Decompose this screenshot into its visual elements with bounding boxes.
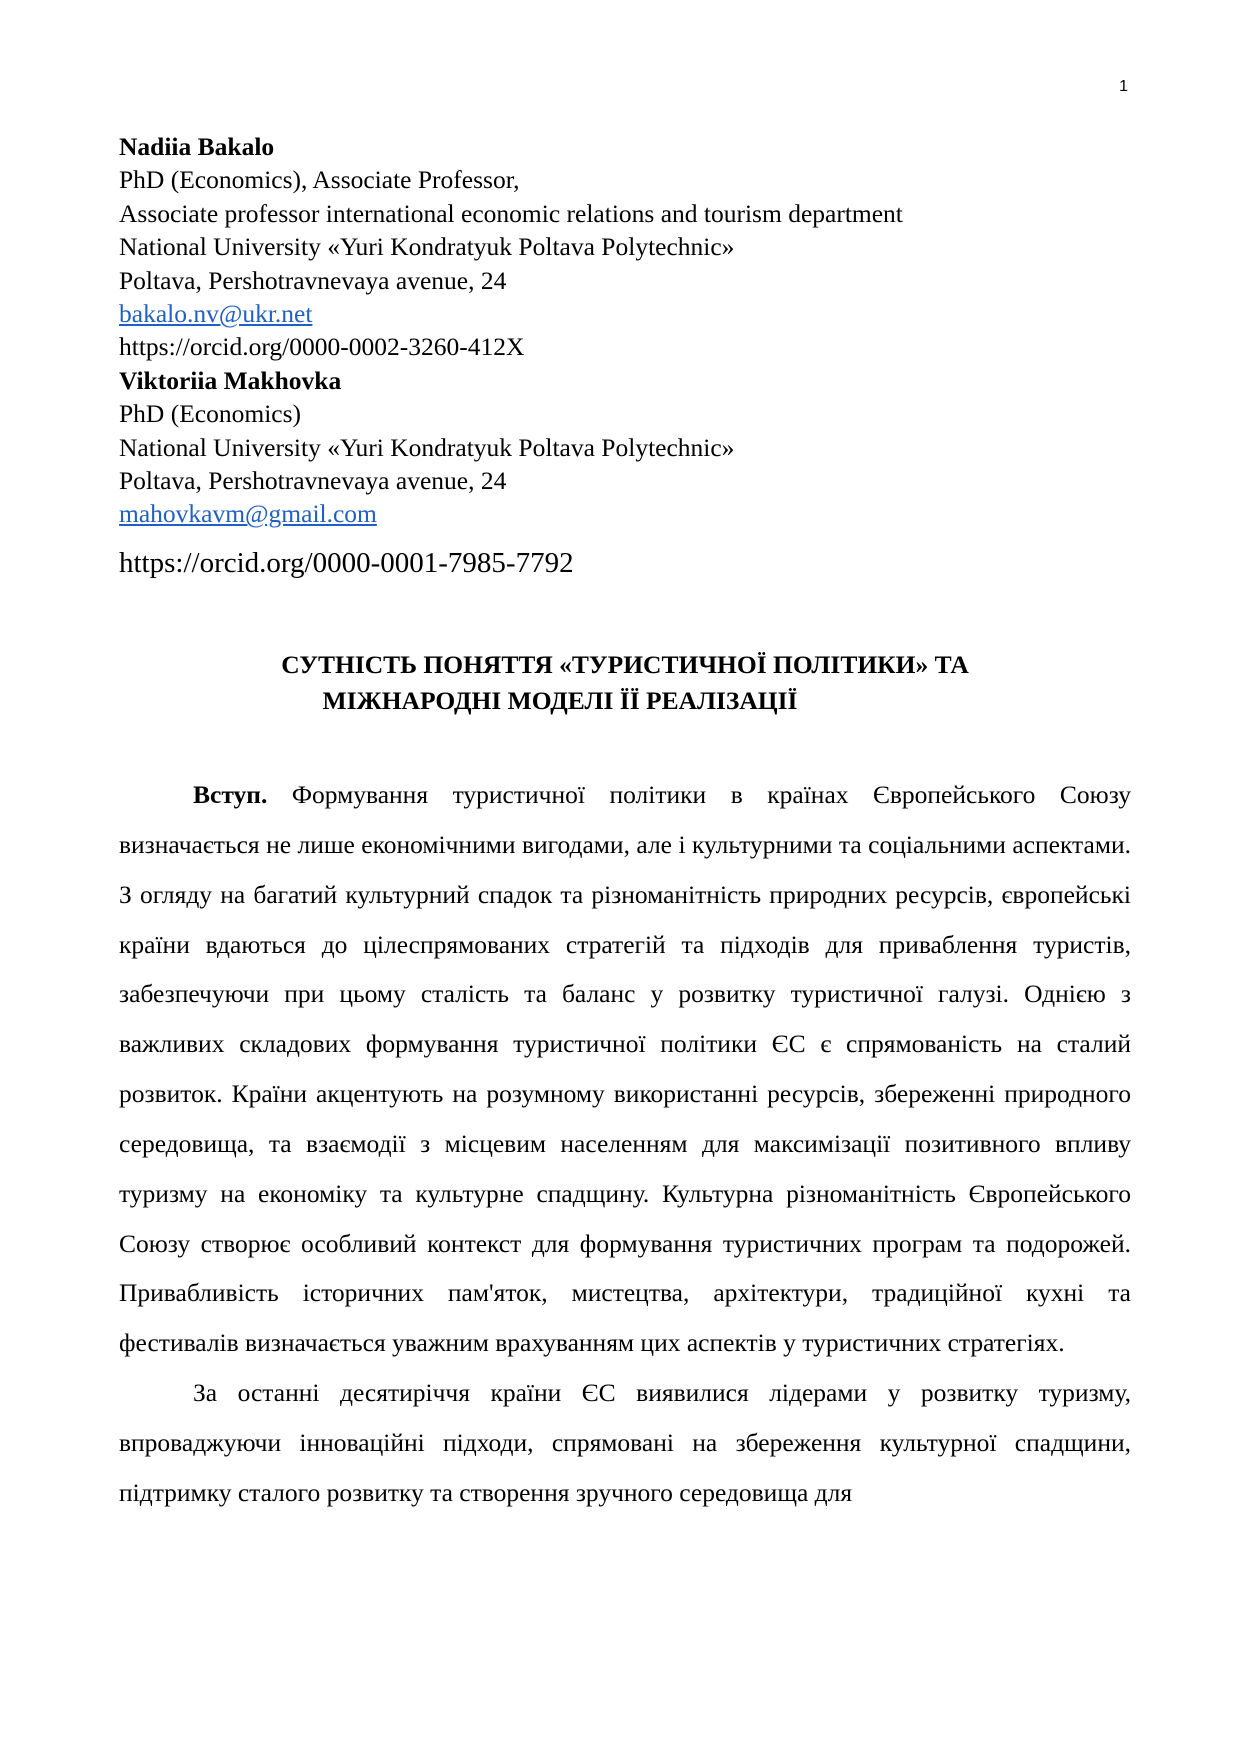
- author-name: Viktoriia Makhovka: [119, 365, 342, 395]
- article-title-line: СУТНІСТЬ ПОНЯТТЯ «ТУРИСТИЧНОЇ ПОЛІТИКИ» ТА: [281, 650, 969, 679]
- author-orcid: https://orcid.org/0000-0002-3260-412X: [119, 332, 525, 362]
- page-number: 1: [1119, 78, 1128, 95]
- author-orcid: https://orcid.org/0000-0001-7985-7792: [119, 546, 574, 579]
- author-name: Nadiia Bakalo: [119, 132, 275, 161]
- author-university: National University «Yuri Kondratyuk Poltava Polytechnic»: [119, 232, 735, 262]
- article-title-line: МІЖНАРОДНІ МОДЕЛІ ЇЇ РЕАЛІЗАЦІЇ: [322, 686, 798, 715]
- author-block: [119, 130, 1119, 583]
- author-address: Poltava, Pershotravnevaya avenue, 24: [119, 265, 507, 295]
- author-university: National University «Yuri Kondratyuk Poltava Polytechnic»: [119, 432, 735, 462]
- author-email-link[interactable]: bakalo.nv@ukr.net: [119, 299, 313, 329]
- paragraph-intro: [119, 770, 1131, 1368]
- author-degree: PhD (Economics), Associate Professor,: [119, 165, 520, 195]
- article-title: [119, 647, 1131, 719]
- author-email-link[interactable]: mahovkavm@gmail.com: [119, 499, 377, 529]
- author-degree: PhD (Economics): [119, 399, 302, 429]
- paragraph-text: За останні десятиріччя країни ЄС виявилися лідерами у розвитку туризму, впроваджуючи інноваційні підходи, спрямовані на збереження культурної спадщини, підтримку сталого розвитку та створення зручного середовища для: [119, 1378, 1131, 1507]
- intro-label: Вступ.: [193, 780, 268, 809]
- article-body: [119, 770, 1131, 1518]
- author-position: Associate professor international economic relations and tourism department: [119, 198, 903, 228]
- paragraph-text: Формування туристичної політики в країнах Європейського Союзу визначається не лише економічними вигодами, але і культурними та соціальними аспектами. З огляду на багатий культурний спадок та різноманітність природних ресурсів, європейські країни вдаються до цілеспрямованих стратегій та підходів для приваблення туристів, забезпечуючи при цьому сталість та баланс у розвитку туристичної галузі. Однією з важливих складових формування туристичної політики ЄС є спрямованість на сталий розвиток. Країни акцентують на розумному використанні ресурсів, збереженні природного середовища, та взаємодії з місцевим населенням для максимізації позитивного впливу туризму на економіку та культурне спадщину. Культурна різноманітність Європейського Союзу створює особливий контекст для формування туристичних програм та подорожей. Привабливість історичних пам'яток, мистецтва, архітектури, традиційної кухні та фестивалів визначається уважним врахуванням цих аспектів у туристичних стратегіях.: [119, 780, 1131, 1358]
- author-address: Poltava, Pershotravnevaya avenue, 24: [119, 466, 507, 496]
